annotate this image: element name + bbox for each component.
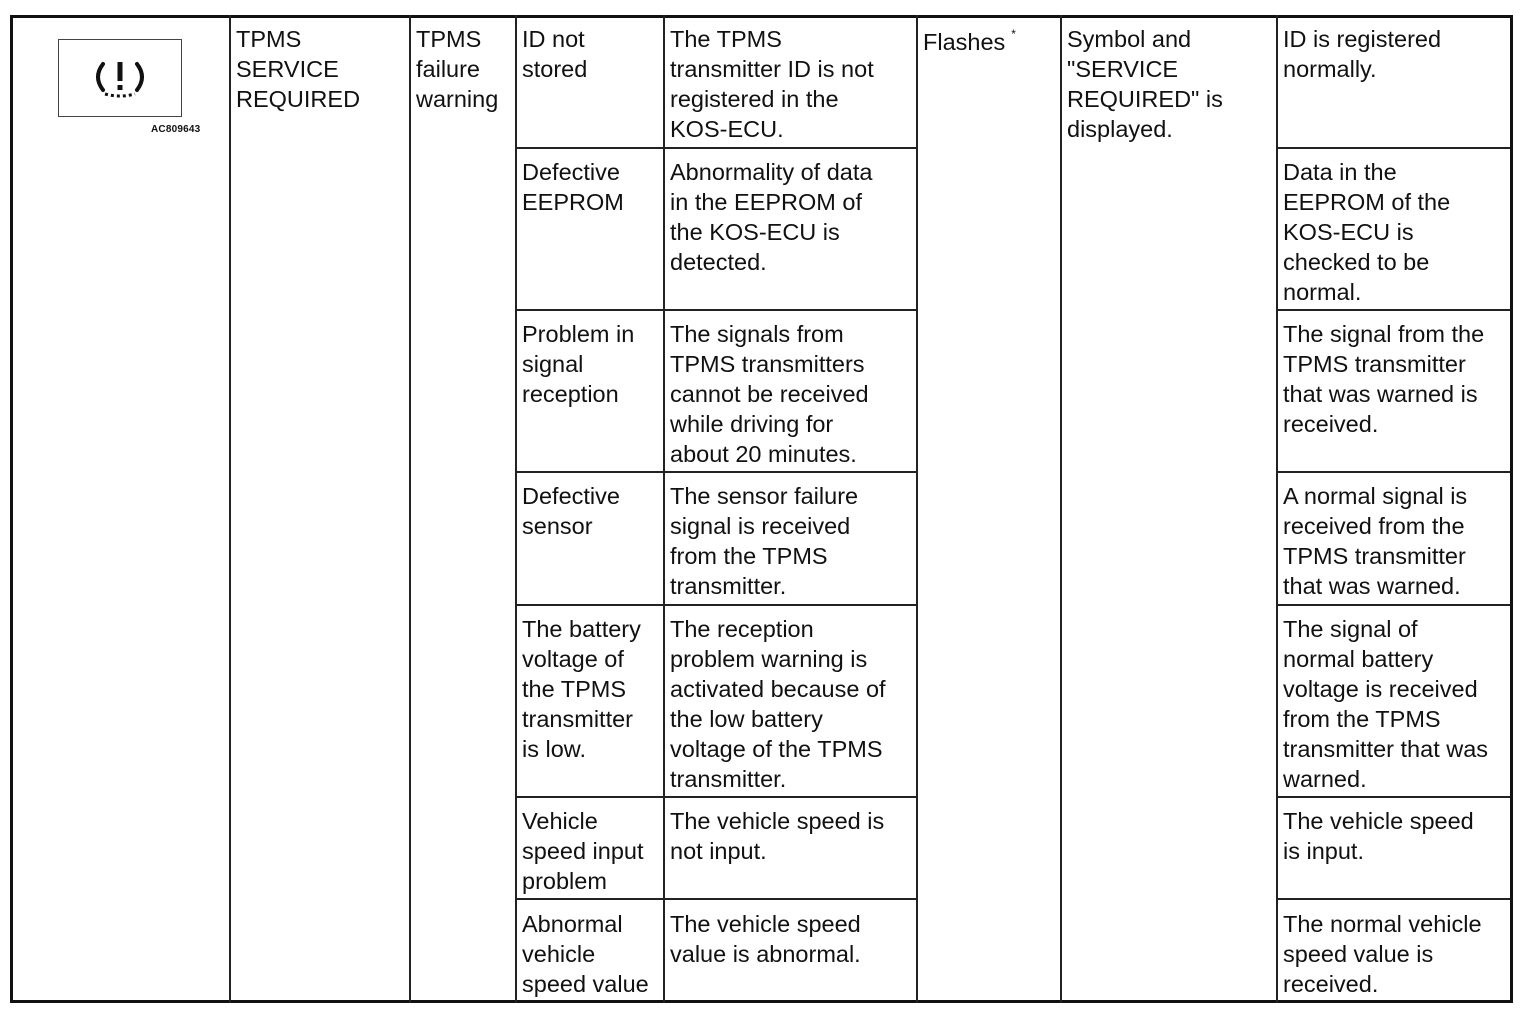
cause-cell: Abnormal vehicle speed value [522, 911, 649, 997]
condition-cell: The TPMS transmitter ID is not registered in the KOS-ECU. [670, 26, 874, 142]
row-divider [1276, 471, 1510, 473]
column-divider [409, 15, 411, 1003]
row-divider [1276, 796, 1510, 798]
indicator-text: Flashes [923, 29, 1006, 55]
message-text: TPMS SERVICE REQUIRED [236, 26, 361, 112]
row-divider [515, 604, 918, 606]
column-divider [1276, 15, 1278, 1003]
recovery-cell: The signal of normal battery voltage is received from the TPMS transmitter that was warned. [1283, 616, 1489, 792]
column-divider [916, 15, 918, 1003]
row-divider [1276, 898, 1510, 900]
cause-cell: Defective sensor [522, 483, 620, 539]
row-divider [515, 471, 918, 473]
column-divider [663, 15, 665, 1003]
footnote-mark: * [1011, 27, 1016, 41]
cause-cell: Vehicle speed input problem [522, 808, 644, 894]
warning-symbol [58, 39, 182, 117]
condition-cell: Abnormality of data in the EEPROM of the KOS-ECU is detected. [670, 159, 873, 275]
condition-cell: The vehicle speed is not input. [670, 808, 885, 864]
cause-cell: ID not stored [522, 26, 588, 82]
cause-cell: The battery voltage of the TPMS transmitter is low. [522, 616, 641, 762]
recovery-cell: Data in the EEPROM of the KOS-ECU is checked to be normal. [1283, 159, 1451, 305]
column-divider [515, 15, 517, 1003]
symbol-code: AC809643 [151, 124, 201, 135]
recovery-cell: A normal signal is received from the TPMS transmitter that was warned. [1283, 483, 1468, 599]
recovery-cell: The normal vehicle speed value is received. [1283, 911, 1482, 997]
condition-cell: The signals from TPMS transmitters cannot be received while driving for about 20 minutes. [670, 321, 869, 467]
row-divider [515, 898, 918, 900]
row-divider [1276, 604, 1510, 606]
row-divider [1276, 147, 1510, 149]
display-text: Symbol and "SERVICE REQUIRED" is displayed. [1067, 26, 1223, 142]
column-divider [229, 15, 231, 1003]
row-divider [515, 309, 918, 311]
recovery-cell: The signal from the TPMS transmitter that was warned is received. [1283, 321, 1485, 437]
condition-cell: The vehicle speed value is abnormal. [670, 911, 861, 967]
condition-cell: The sensor failure signal is received from the TPMS transmitter. [670, 483, 859, 599]
row-divider [515, 796, 918, 798]
cause-cell: Problem in signal reception [522, 321, 635, 407]
row-divider [515, 147, 918, 149]
recovery-cell: The vehicle speed is input. [1283, 808, 1474, 864]
warning-type: TPMS failure warning [416, 26, 499, 112]
column-divider [1060, 15, 1062, 1003]
indicator-state [923, 27, 1016, 61]
cause-cell: Defective EEPROM [522, 159, 624, 215]
condition-cell: The reception problem warning is activated because of the low battery voltage of the TPMS transmitter. [670, 616, 886, 792]
row-divider [1276, 309, 1510, 311]
tpms-warning-icon [59, 40, 181, 116]
recovery-cell: ID is registered normally. [1283, 26, 1442, 82]
